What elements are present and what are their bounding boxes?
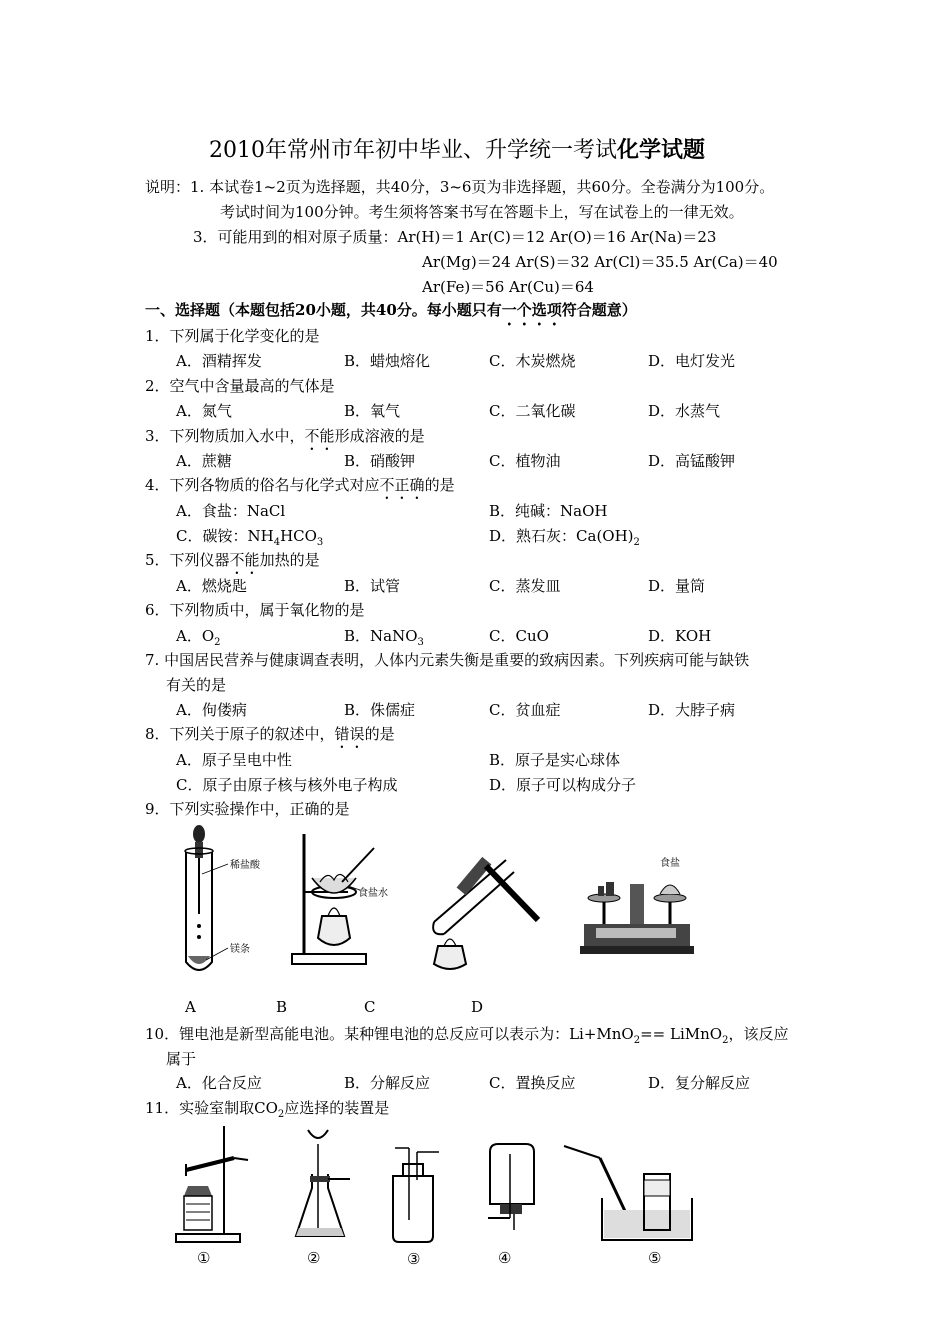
question-11-stem: 11．实验室制取$CO_2$应选择的装置是 <box>145 1099 390 1120</box>
q11-label-3: ③ <box>407 1250 421 1268</box>
q1-option-d: D．电灯发光 <box>648 352 736 370</box>
q11-apparatus-1 <box>172 1124 252 1244</box>
label-salt: 食盐 <box>660 858 680 869</box>
question-10-stem-line-2: 属于 <box>166 1050 197 1068</box>
question-8-stem: 8．下列关于原子的叙述中，错误的是 <box>145 725 395 743</box>
q1-option-c: C．木炭燃烧 <box>489 352 576 370</box>
q11-label-2: ② <box>307 1249 321 1267</box>
notes-line-4: Ar(Mg)＝24 Ar(S)＝32 Ar(Cl)＝35.5 Ar(Ca)＝40 <box>422 253 778 271</box>
q7-option-c: C．贫血症 <box>489 701 561 719</box>
q11-apparatus-4 <box>482 1140 542 1244</box>
q11-label-4: ④ <box>498 1249 512 1267</box>
q10-option-b: B．分解反应 <box>344 1074 431 1092</box>
q9-option-a: A <box>185 998 196 1016</box>
q7-option-d: D．大脖子病 <box>648 701 736 719</box>
q8-option-d: D．原子可以构成分子 <box>489 776 637 794</box>
emphasis-text: 一个选项 <box>501 301 562 319</box>
q5-option-c: C．蒸发皿 <box>489 577 561 595</box>
q2-option-a: A．氮气 <box>176 402 232 420</box>
q3-option-b: B．硝酸钾 <box>344 452 416 470</box>
q10-option-d: D．复分解反应 <box>648 1074 751 1092</box>
q9-figure-b <box>288 830 398 970</box>
q6-option-b: B．NaNO$_3$ <box>344 627 424 648</box>
label-salt-water: 食盐水 <box>358 888 388 899</box>
q5-option-b: B．试管 <box>344 577 401 595</box>
title-bold: 化学试题 <box>617 137 706 163</box>
q8-option-a: A．原子呈电中性 <box>176 751 292 769</box>
section-heading: 一、选择题（本题包括20小题，共40分。每小题只有一个选项符合题意） <box>145 301 637 319</box>
q9-option-c: C <box>364 998 376 1016</box>
q5-option-a: A．燃烧匙 <box>176 577 247 595</box>
question-7-stem-line-1: 7. 中国居民营养与健康调查表明，人体内元素失衡是重要的致病因素。下列疾病可能与缺铁 <box>145 651 750 669</box>
question-1-stem: 1．下列属于化学变化的是 <box>145 327 320 345</box>
q7-option-b: B．侏儒症 <box>344 701 416 719</box>
q1-option-b: B．蜡烛熔化 <box>344 352 431 370</box>
q9-figure-d <box>578 854 698 958</box>
question-10-stem-line-1: 10．锂电池是新型高能电池。某种锂电池的总反应可以表示为：Li+MnO$_2$== LiMnO$_2$，该反应 <box>145 1025 789 1046</box>
q11-apparatus-5 <box>560 1140 700 1244</box>
q9-figure-a <box>168 822 268 980</box>
q4-option-a: A．食盐：NaCl <box>176 502 286 520</box>
notes-line-1: 说明：1. 本试卷1~2页为选择题，共40分，3~6页为非选择题，共60分。全卷满分为100分。 <box>145 178 775 196</box>
q3-option-c: C．植物油 <box>489 452 561 470</box>
q11-label-5: ⑤ <box>648 1249 662 1267</box>
q6-option-c: C．CuO <box>489 627 549 645</box>
question-6-stem: 6．下列物质中，属于氧化物的是 <box>145 601 365 619</box>
notes-line-5: Ar(Fe)＝56 Ar(Cu)＝64 <box>422 278 594 296</box>
question-9-stem: 9．下列实验操作中，正确的是 <box>145 800 350 818</box>
title-main: 2010年常州市年初中毕业、升学统一考试 <box>209 138 617 163</box>
q7-option-a: A．佝偻病 <box>176 701 247 719</box>
q2-option-b: B．氧气 <box>344 402 401 420</box>
page-title <box>209 133 705 164</box>
q4-option-d: D．熟石灰：$Ca(OH)_2$ <box>489 527 640 548</box>
q8-option-c: C．原子由原子核与核外电子构成 <box>176 776 398 794</box>
q11-apparatus-2 <box>290 1124 360 1244</box>
q2-option-d: D．水蒸气 <box>648 402 721 420</box>
notes-line-2: 考试时间为100分钟。考生须将答案书写在答题卡上，写在试卷上的一律无效。 <box>220 203 744 221</box>
q10-option-a: A．化合反应 <box>176 1074 262 1092</box>
q8-option-b: B．原子是实心球体 <box>489 751 621 769</box>
q2-option-c: C．二氧化碳 <box>489 402 576 420</box>
q3-option-d: D．高锰酸钾 <box>648 452 736 470</box>
q5-option-d: D．量筒 <box>648 577 706 595</box>
q3-option-a: A．蔗糖 <box>176 452 232 470</box>
label-dilute-acid: 稀盐酸 <box>230 860 260 871</box>
q9-option-d: D <box>471 998 484 1016</box>
notes-line-3: 3．可能用到的相对原子质量：Ar(H)＝1 Ar(C)＝12 Ar(O)＝16 Ar(Na)＝23 <box>193 228 717 246</box>
q1-option-a: A．酒精挥发 <box>176 352 262 370</box>
q9-option-b: B <box>276 998 288 1016</box>
q6-option-d: D．KOH <box>648 627 712 645</box>
question-4-stem: 4．下列各物质的俗名与化学式对应不正确的是 <box>145 476 455 494</box>
q11-apparatus-3 <box>385 1140 445 1244</box>
q6-option-a: A．$O_2$ <box>176 627 221 648</box>
question-7-stem-line-2: 有关的是 <box>166 676 227 694</box>
q9-figure-c <box>428 846 548 972</box>
q4-option-c: C．碳铵：$NH_4HCO_3$ <box>176 527 324 548</box>
q10-option-c: C．置换反应 <box>489 1074 576 1092</box>
label-magnesium: 镁条 <box>230 944 250 955</box>
question-5-stem: 5．下列仪器不能加热的是 <box>145 551 320 569</box>
q11-label-1: ① <box>197 1249 211 1267</box>
question-3-stem: 3．下列物质加入水中，不能形成溶液的是 <box>145 427 425 445</box>
question-2-stem: 2．空气中含量最高的气体是 <box>145 377 335 395</box>
q4-option-b: B．纯碱：NaOH <box>489 502 608 520</box>
